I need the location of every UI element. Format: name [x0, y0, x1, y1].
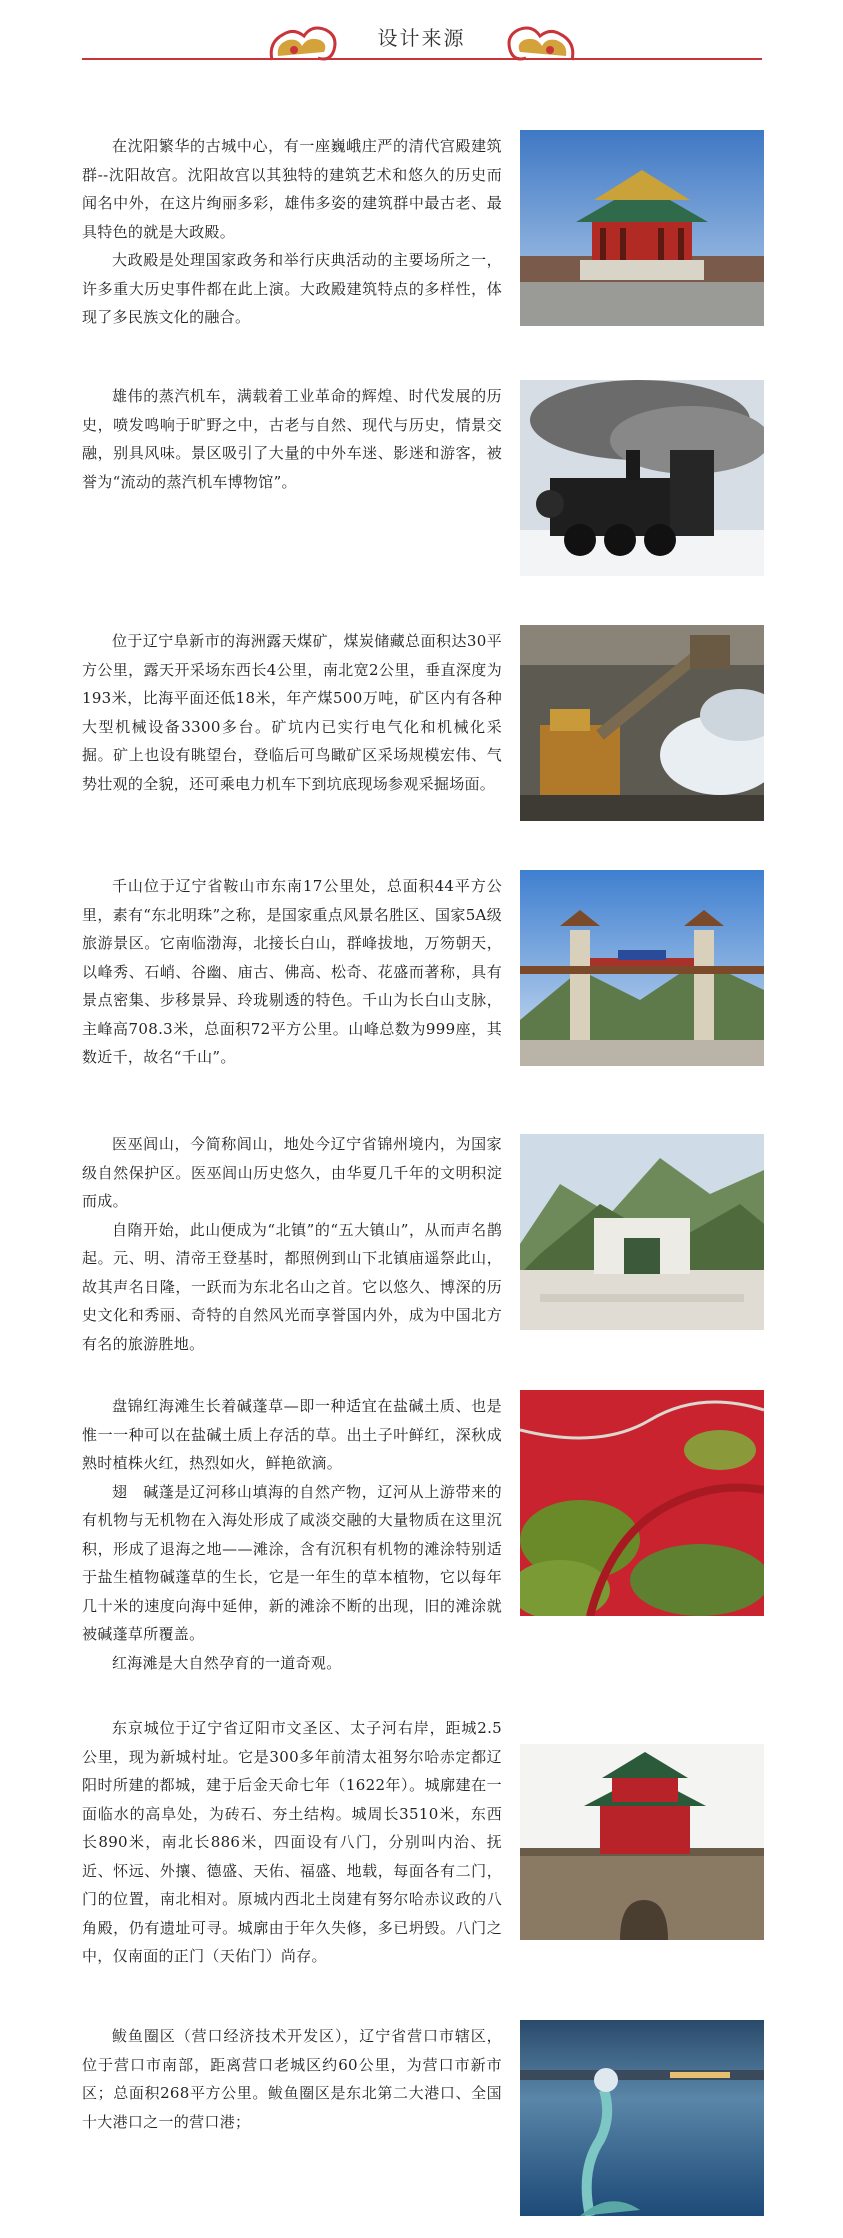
paragraph: 医巫闾山，今简称闾山，地处今辽宁省锦州境内，为国家级自然保护区。医巫闾山历史悠久，由华夏几千年的文明积淀而成。 [82, 1135, 502, 1210]
paragraph: 千山位于辽宁省鞍山市东南17公里处，总面积44平方公里，素有“东北明珠”之称，是国家重点风景名胜区、国家5A级旅游景区。它南临渤海，北接长白山，群峰拔地，万笏朝天，以峰秀、石峭、谷幽、庙古、佛高、松奇、花盛而著称，具有景点密集、步移景异、玲珑剔透的特色。千山为长白山支脉，主峰高708.3米，总面积72平方公里。山峰总数为999座，其数近千，故名“千山”。 [82, 877, 502, 1066]
paragraph: 大政殿是处理国家政务和举行庆典活动的主要场所之一，许多重大历史事件都在此上演。大政殿建筑特点的多样性，体现了多民族文化的融合。 [82, 251, 502, 326]
paragraph: 翅 碱蓬是辽河移山填海的自然产物，辽河从上游带来的有机物与无机物在入海处形成了咸淡交融的大量物质在这里沉积，形成了退海之地——滩涂，含有沉积有机物的滩涂特别适于盐生植物碱蓬草的生长，它是一年生的草本植物，它以每年几十米的速度向海中延伸，新的滩涂不断的出现，旧的滩涂就被碱蓬草所覆盖。 [82, 1482, 502, 1643]
bayuquan-photo [520, 2020, 764, 2216]
paragraph: 位于辽宁阜新市的海洲露天煤矿，煤炭储藏总面积达30平方公里，露天开采场东西长4公里，南北宽2公里，垂直深度为193米，比海平面还低18米，年产煤500万吨，矿区内有各种大型机械设备3300多台。矿坑内已实行电气化和机械化采掘。矿上也设有眺望台，登临后可鸟瞰矿区采场规模宏伟、气势壮观的全貌，还可乘电力机车下到坑底现场参观采掘场面。 [82, 632, 502, 793]
page-header [0, 0, 843, 70]
section-text [82, 1130, 502, 1358]
paragraph: 盘锦红海滩生长着碱蓬草—即一种适宜在盐碱土质、也是惟一一种可以在盐碱土质上存活的草。出土子叶鲜红，深秋成熟时植株火红，热烈如火，鲜艳欲滴。 [82, 1397, 502, 1472]
header-divider [82, 58, 762, 60]
paragraph: 自隋开始，此山便成为“北镇”的“五大镇山”，从而声名鹊起。元、明、清帝王登基时，都照例到山下北镇庙遥祭此山，故其声名日隆，一跃而为东北名山之首。它以悠久、博深的历史文化和秀丽、奇特的自然风光而享誉国内外，成为中国北方有名的旅游胜地。 [82, 1220, 502, 1353]
paragraph: 在沈阳繁华的古城中心，有一座巍峨庄严的清代宫殿建筑群--沈阳故宫。沈阳故宫以其独特的建筑艺术和悠久的历史而闻名中外，在这片绚丽多彩，雄伟多姿的建筑群中最古老、最具特色的就是大政殿。 [82, 137, 502, 241]
qianshan-gate-photo [520, 870, 764, 1066]
section-text [82, 1392, 502, 1677]
dongjing-city-photo [520, 1744, 764, 1940]
paragraph: 鲅鱼圈区（营口经济技术开发区），辽宁省营口市辖区，位于营口市南部，距离营口老城区约60公里，为营口市新市区；总面积268平方公里。鲅鱼圈区是东北第二大港口、全国十大港口之一的营口港； [82, 2027, 502, 2131]
coal-mine-photo [520, 625, 764, 821]
auspicious-cloud-ornament-right [500, 20, 580, 68]
palace-photo [520, 130, 764, 326]
page-title: 设计来源 [377, 26, 466, 50]
section-text [82, 2022, 502, 2136]
section-text [82, 382, 502, 496]
paragraph: 东京城位于辽宁省辽阳市文圣区、太子河右岸，距城2.5公里，现为新城村址。它是300多年前清太祖努尔哈赤定都辽阳时所建的都城，建于后金天命七年（1622年）。城廓建在一面临水的高阜处，为砖石、夯土结构。城周长3510米，东西长890米，南北长886米，四面设有八门，分别叫内治、抚近、怀远、外攘、德盛、天佑、福盛、地载，每面各有二门，门的位置，南北相对。原城内西北土岗建有努尔哈赤议政的八角殿，仍有遗址可寻。城廓由于年久失修，多已坍毁。八门之中，仅南面的正门（天佑门）尚存。 [82, 1719, 502, 1965]
paragraph: 雄伟的蒸汽机车，满载着工业革命的辉煌、时代发展的历史，喷发鸣响于旷野之中，古老与自然、现代与历史，情景交融，别具风味。景区吸引了大量的中外车迷、影迷和游客，被誉为“流动的蒸汽机车博物馆”。 [82, 387, 502, 491]
steam-locomotive-photo [520, 380, 764, 576]
section-text [82, 132, 502, 332]
section-text [82, 1714, 502, 1971]
lushan-photo [520, 1134, 764, 1330]
section-text [82, 872, 502, 1072]
paragraph: 红海滩是大自然孕育的一道奇观。 [112, 1653, 342, 1672]
red-beach-photo [520, 1390, 764, 1616]
section-text [82, 627, 502, 798]
